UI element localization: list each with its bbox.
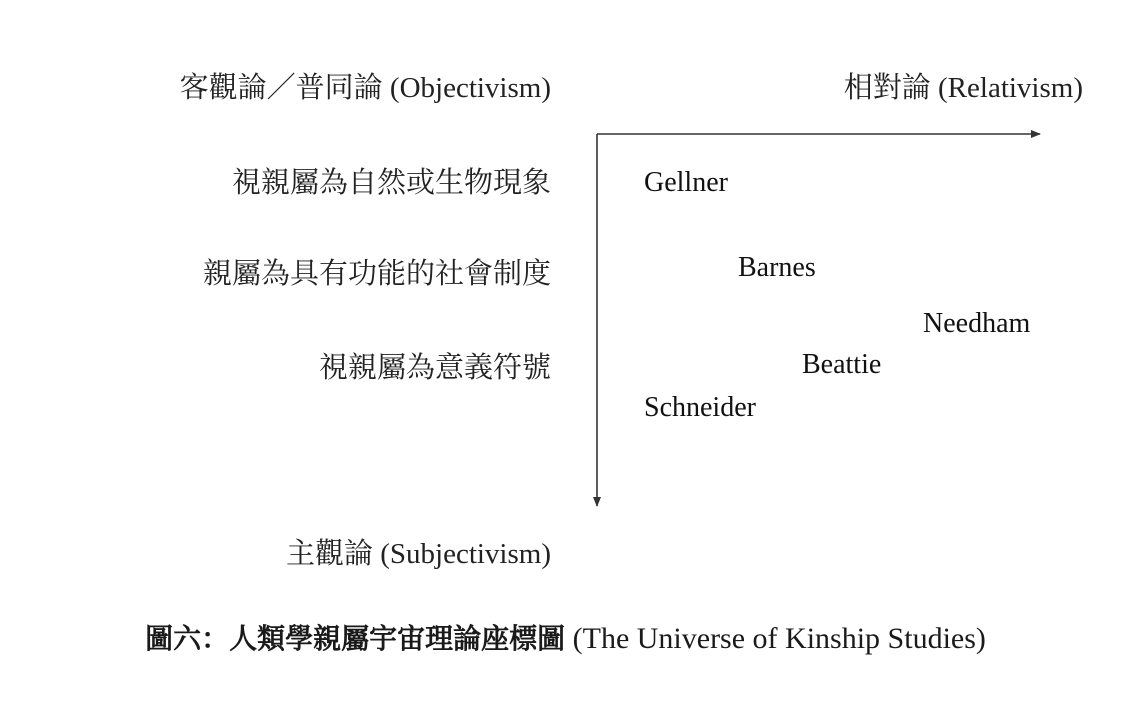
level-label-natural: 視親屬為自然或生物現象 bbox=[231, 167, 551, 199]
figure-caption bbox=[0, 624, 1131, 654]
relativism-axis-label: 相對論 (Relativism) bbox=[843, 72, 1083, 104]
scholar-barnes: Barnes bbox=[738, 252, 816, 283]
subjectivism-axis-label: 主觀論 (Subjectivism) bbox=[285, 538, 551, 570]
scholar-gellner: Gellner bbox=[644, 167, 728, 198]
caption-title: (The Universe of Kinship Studies) bbox=[572, 622, 986, 655]
scholar-schneider: Schneider bbox=[644, 392, 756, 423]
objectivism-axis-label: 客觀論／普同論 (Objectivism) bbox=[179, 72, 551, 104]
scholar-needham: Needham bbox=[923, 308, 1031, 339]
level-label-functional: 親屬為具有功能的社會制度 bbox=[202, 258, 551, 290]
scholar-beattie: Beattie bbox=[802, 349, 882, 380]
caption-label: 圖六：人類學親屬宇宙理論座標圖 bbox=[145, 622, 566, 655]
level-label-symbolic: 視親屬為意義符號 bbox=[318, 352, 551, 384]
